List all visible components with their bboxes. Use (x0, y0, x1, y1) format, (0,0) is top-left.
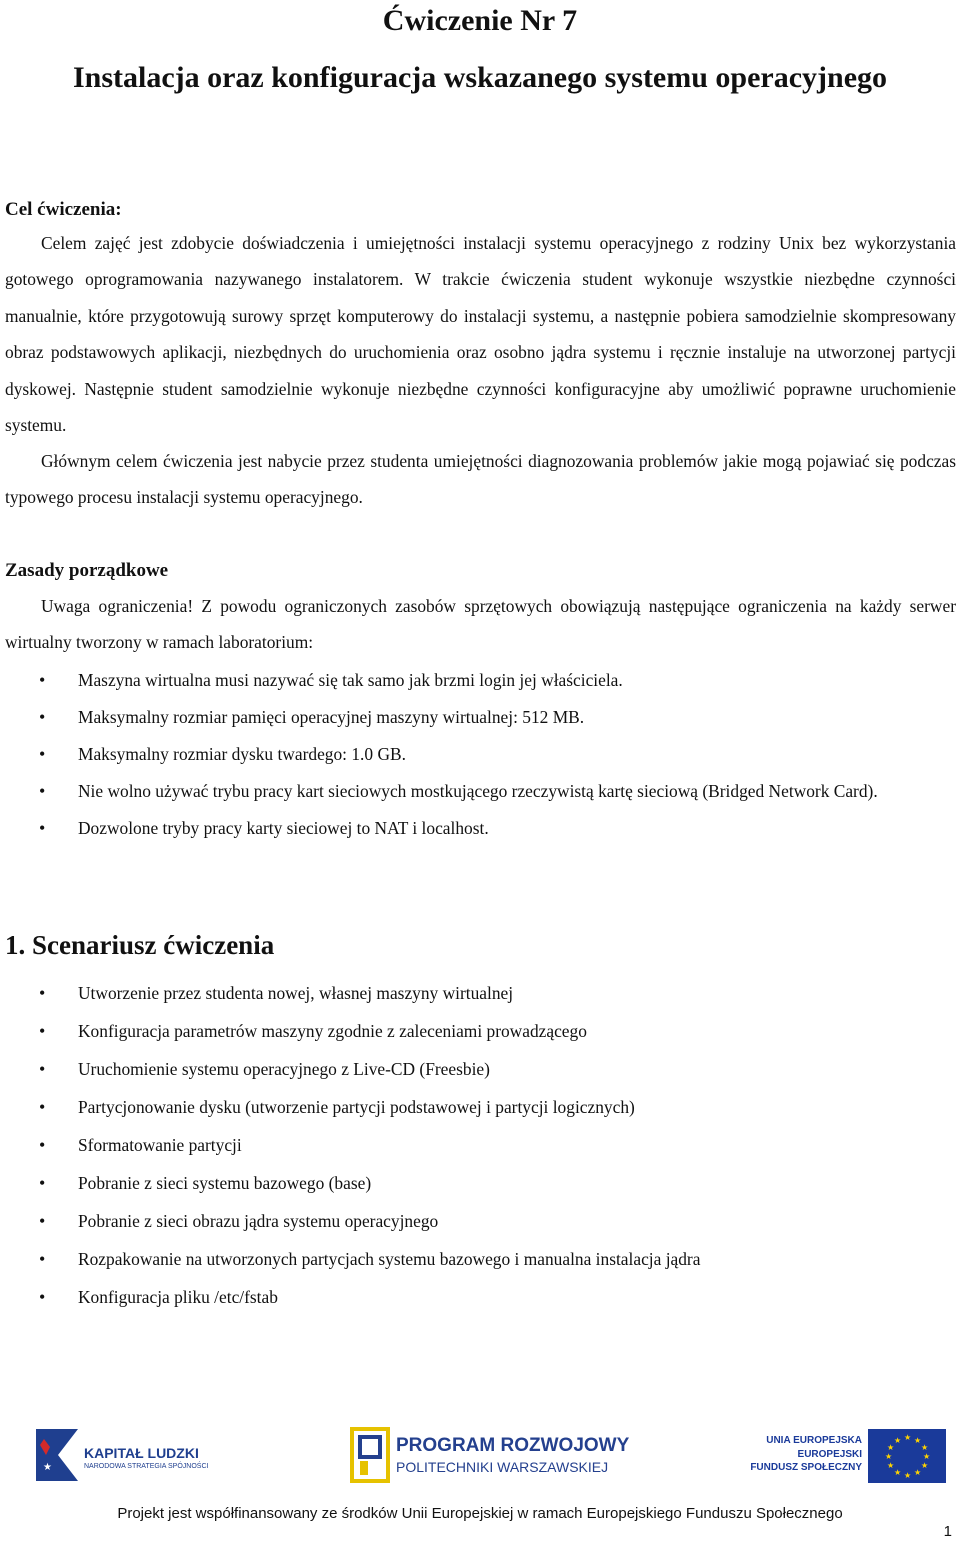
bullet-icon: • (39, 1021, 46, 1041)
list-item: • Pobranie z sieci obrazu jądra systemu operacyjnego (0, 1202, 956, 1240)
prw-line1: PROGRAM ROZWOJOWY (396, 1435, 630, 1456)
kapital-ludzki-logo (30, 1425, 220, 1485)
bullet-icon: • (39, 983, 46, 1003)
list-item: • Nie wolno używać trybu pracy kart sieciowych mostkującego rzeczywistą kartę sieciową (Bridged Network Card). (0, 773, 956, 809)
bullet-icon: • (39, 707, 46, 727)
svg-text:★: ★ (887, 1443, 895, 1452)
bullet-icon: • (39, 670, 46, 690)
document-subtitle: Instalacja oraz konfiguracja wskazanego systemu operacyjnego (72, 61, 888, 94)
rules-heading: Zasady porządkowe (5, 560, 169, 581)
ue-line3: FUNDUSZ SPOŁECZNY (750, 1462, 862, 1473)
list-item: • Konfiguracja parametrów maszyny zgodnie z zaleceniami prowadzącego (0, 1012, 956, 1050)
list-item: • Maksymalny rozmiar pamięci operacyjnej maszyny wirtualnej: 512 MB. (0, 699, 956, 735)
ue-line2: EUROPEJSKI (797, 1449, 862, 1460)
list-item: • Maszyna wirtualna musi nazywać się tak samo jak brzmi login jej właściciela. (0, 662, 956, 698)
list-item: • Konfiguracja pliku /etc/fstab (0, 1278, 956, 1316)
list-item: • Uruchomienie systemu operacyjnego z Live-CD (Freesbie) (0, 1050, 956, 1088)
svg-text:★: ★ (921, 1443, 929, 1452)
svg-text:★: ★ (904, 1433, 912, 1442)
bullet-icon: • (39, 1173, 46, 1193)
svg-text:★: ★ (894, 1436, 902, 1445)
footer-note: Projekt jest współfinansowany ze środków Unii Europejskiej w ramach Europejskiego Funduszu Społecznego (117, 1505, 843, 1522)
svg-text:★: ★ (914, 1468, 922, 1477)
bullet-icon: • (39, 1135, 46, 1155)
page-number: 1 (943, 1523, 952, 1540)
list-item: • Rozpakowanie na utworzonych partycjach systemu bazowego i manualna instalacja jądra (0, 1240, 956, 1278)
svg-text:★: ★ (894, 1468, 902, 1477)
goal-heading: Cel ćwiczenia: (5, 199, 122, 220)
pw-emblem-icon (350, 1427, 390, 1483)
svg-text:★: ★ (43, 1462, 52, 1473)
list-item: • Pobranie z sieci systemu bazowego (base) (0, 1164, 956, 1202)
bullet-icon: • (39, 1287, 46, 1307)
bullet-icon: • (39, 1059, 46, 1079)
document-title: Ćwiczenie Nr 7 (382, 4, 578, 37)
eu-flag-icon (868, 1429, 946, 1483)
svg-text:★: ★ (914, 1436, 922, 1445)
list-item: • Partycjonowanie dysku (utworzenie partycji podstawowej i partycji logicznych) (0, 1088, 956, 1126)
kapital-title: KAPITAŁ LUDZKI (84, 1445, 199, 1461)
scenario-list (0, 974, 956, 1316)
list-item: • Sformatowanie partycji (0, 1126, 956, 1164)
program-rozwojowy-logo (350, 1425, 630, 1485)
list-item: • Dozwolone tryby pracy karty sieciowej to NAT i localhost. (0, 810, 956, 846)
svg-text:★: ★ (921, 1461, 929, 1470)
bullet-icon: • (39, 1097, 46, 1117)
goal-paragraph-1: Celem zajęć jest zdobycie doświadczenia i umiejętności instalacji systemu operacyjnego z rodziny Unix bez wykorzystania gotowego oprogramowania nazywanego instalatorem. W trakcie ćwiczenia student wykonuje wszystkie niezbędne czynności manualnie, które przygotowują surowy sprzęt komputerowy do instalacji systemu, a następnie pobiera samodzielnie skompresowany obraz podstawowych aplikacji, niezbędnych do uruchomienia oraz osobno jądra systemu i ręcznie instaluje na utworzonej partycji dyskowej. Następnie student samodzielnie wykonuje niezbędne czynności konfiguracyjne aby umożliwić poprawne uruchomienie systemu. (5, 233, 956, 436)
bullet-icon: • (39, 818, 46, 838)
scenario-heading: 1. Scenariusz ćwiczenia (5, 930, 275, 960)
bullet-icon: • (39, 744, 46, 764)
svg-text:★: ★ (923, 1452, 931, 1461)
svg-text:★: ★ (904, 1471, 912, 1480)
svg-text:★: ★ (885, 1452, 893, 1461)
bullet-icon: • (39, 781, 46, 801)
goal-paragraph-2: Głównym celem ćwiczenia jest nabycie przez studenta umiejętności diagnozowania problemów jakie mogą pojawiać się podczas typowego procesu instalacji systemu operacyjnego. (5, 451, 956, 508)
bullet-icon: • (39, 1249, 46, 1269)
eu-fund-logo (750, 1425, 950, 1485)
list-item: • Maksymalny rozmiar dysku twardego: 1.0 GB. (0, 736, 956, 772)
ue-line1: UNIA EUROPEJSKA (766, 1435, 862, 1446)
svg-text:★: ★ (887, 1461, 895, 1470)
kapital-subtitle: NARODOWA STRATEGIA SPÓJNOŚCI (84, 1463, 209, 1470)
bullet-icon: • (39, 1211, 46, 1231)
prw-line2: POLITECHNIKI WARSZAWSKIEJ (396, 1459, 609, 1475)
rules-intro: Uwaga ograniczenia! Z powodu ograniczonych zasobów sprzętowych obowiązują następujące ograniczenia na każdy serwer wirtualny tworzony w ramach laboratorium: (5, 596, 956, 653)
rules-list (0, 662, 956, 847)
list-item: • Utworzenie przez studenta nowej, własnej maszyny wirtualnej (0, 974, 956, 1012)
